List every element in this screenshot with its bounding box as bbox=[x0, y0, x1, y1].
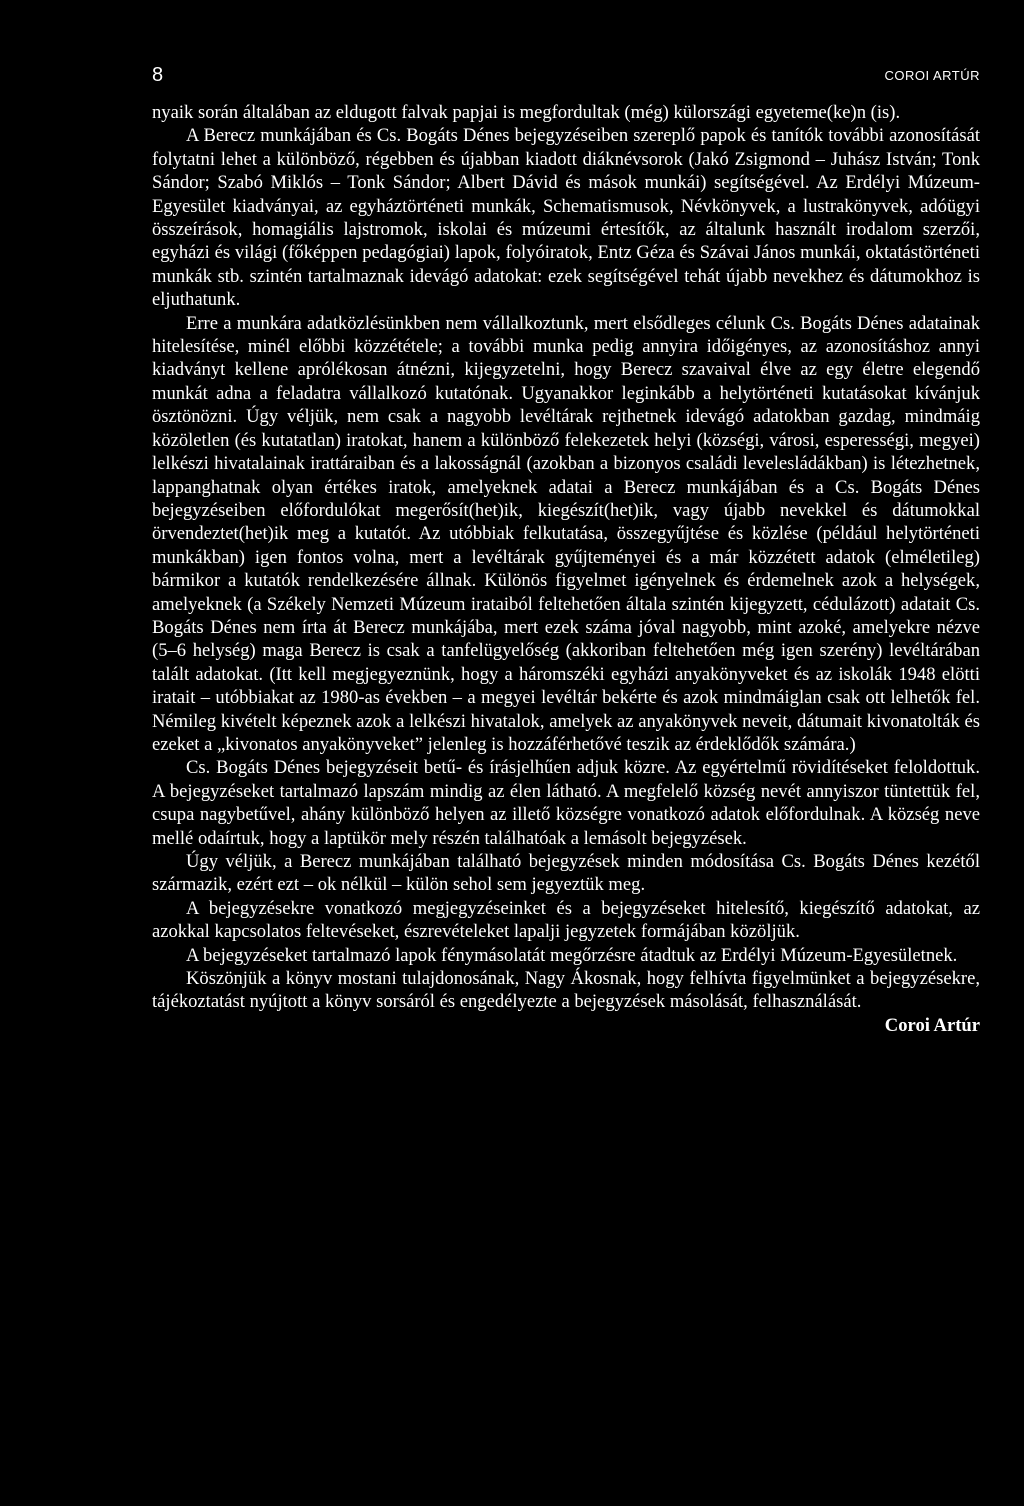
paragraph: A bejegyzésekre vonatkozó megjegyzéseinket és a bejegyzéseket hitelesítő, kiegészítő adatokat, az azokkal kapcsolatos feltevéseket, észrevételeket lapalji jegyzetek formájában közöljük. bbox=[152, 897, 980, 943]
author-signature: Coroi Artúr bbox=[884, 1014, 980, 1036]
page-header bbox=[152, 64, 980, 92]
paragraph: A bejegyzéseket tartalmazó lapok fénymásolatát megőrzésre átadtuk az Erdélyi Múzeum-Egyesületnek. bbox=[186, 944, 958, 966]
running-head: COROI ARTÚR bbox=[884, 68, 980, 83]
paragraph: A Berecz munkájában és Cs. Bogáts Dénes bejegyzéseiben szereplő papok és tanítók további azonosítását folytatni lehet a különböző, régebben és újabban kiadott diáknévsorok (Jakó Zsigmond – Juhász István; Tonk Sándor; Szabó Miklós – Tonk Sándor; Albert Dávid és mások munkái) segítségével. Az Erdélyi Múzeum-Egyesület kiadványai, az egyháztörténeti munkák, Schematismusok, Névkönyvek, a lustrakönyvek, adóügyi összeírások, homagiális lajstromok, iskolai és múzeumi értesítők, az általunk használt irodalom szerzői, egyházi és világi (főképpen pedagógiai) lapok, folyóiratok, Entz Géza és Szávai János munkái, oktatástörténeti munkák stb. szintén tartalmaznak idevágó adatokat: ezek segítségével tehát újabb nevekhez és dátumokhoz is eljuthatunk. bbox=[152, 125, 980, 311]
page-number: 8 bbox=[152, 64, 164, 86]
paragraph: Cs. Bogáts Dénes bejegyzéseit betű- és írásjelhűen adjuk közre. Az egyértelmű rövidítéseket feloldottuk. A bejegyzéseket tartalmazó lapszám mindig az élen látható. A megfelelő község nevét annyiszor tüntettük fel, csupa nagybetűvel, ahány különböző helyen az illető községre vonatkozó adatok előfordulnak. A község neve mellé odaírtuk, hogy a laptükör mely részén találhatóak a lemásolt bejegyzések. bbox=[152, 757, 980, 849]
paragraph: Köszönjük a könyv mostani tulajdonosának, Nagy Ákosnak, hogy felhívta figyelmünket a bejegyzésekre, tájékoztatást nyújtott a könyv sorsáról és engedélyezte a bejegyzések másolását, felhasználását. bbox=[152, 968, 980, 1013]
paragraph: Úgy véljük, a Berecz munkájában található bejegyzések minden módosítása Cs. Bogáts Dénes kezétől származik, ezért ezt – ok nélkül – külön sehol sem jegyeztük meg. bbox=[152, 851, 980, 896]
paragraph: Erre a munkára adatközlésünkben nem vállalkoztunk, mert elsődleges célunk Cs. Bogáts Dénes adatainak hitelesítése, minél előbbi közzététele; a további munka pedig annyira időigényes, az azonosításhoz annyi kiadványt kellene aprólékosan átnézni, kijegyzetelni, hogy Berecz szavaival élve az egy életre elegendő munkát adna a feladatra vállalkozó kutatónak. Ugyanakkor leginkább a helytörténeti kutatásokat kívánjuk ösztönözni. Úgy véljük, nem csak a nagyobb levéltárak rejthetnek idevágó adatokban gazdag, mindmáig közöletlen (és kutatatlan) iratokat, hanem a különböző felekezetek helyi (községi, városi, esperességi, megyei) lelkészi hivatalainak irattáraiban és a lakosságnál (azokban a bizonyos családi levelesládákban) is létezhetnek, lappanghatnak olyan értékes iratok, amelyeknek adatai a Berecz munkájában és a Cs. Bogáts Dénes bejegyzéseiben előfordulókat megerősít(het)ik, kiegészít(het)ik, vagy újabb nevekkel és dátumokkal örvendeztet(het)ik meg a kutatót. Az utóbbiak felkutatása, összegyűjtése és közlése (például helytörténeti munkákban) igen fontos volna, mert a levéltárak gyűjteményei és a már közzétett adatok (elméletileg) bármikor a kutatók rendelkezésére állnak. Különös figyelmet igényelnek és érdemelnek azok a helységek, amelyeknek (a Székely Nemzeti Múzeum irataiból feltehetően általa szintén kijegyzett, cédulázott) adatait Cs. Bogáts Dénes nem írta át Berecz munkájába, mert ezek száma jóval nagyobb, mint azoké, amelyekre nézve (5–6 helység) maga Berecz is csak a tanfelügyelőség (akkoriban feltehetően még igen szerény) levéltárában talált adatokat. (Itt kell megjegyeznünk, hogy a háromszéki egyházi anyakönyveket és az iskolák 1948 elötti iratait – utóbbiakat az 1980-as években – a megyei levéltár bekérte és azok mindmáiglan csak ott lelhetők fel. Némileg kivételt képeznek azok a lelkészi hivatalok, amelyek az anyakönyvek neveit, dátumait kivonatolták és ezeket a „kivonatos anyakönyveket” jelenleg is hozzáférhetővé teszik az érdeklődők számára.) bbox=[152, 312, 980, 755]
body-text bbox=[152, 101, 980, 1037]
paragraph: nyaik során általában az eldugott falvak papjai is megfordultak (még) külországi egyeteme(ke)n (is). bbox=[152, 102, 901, 123]
